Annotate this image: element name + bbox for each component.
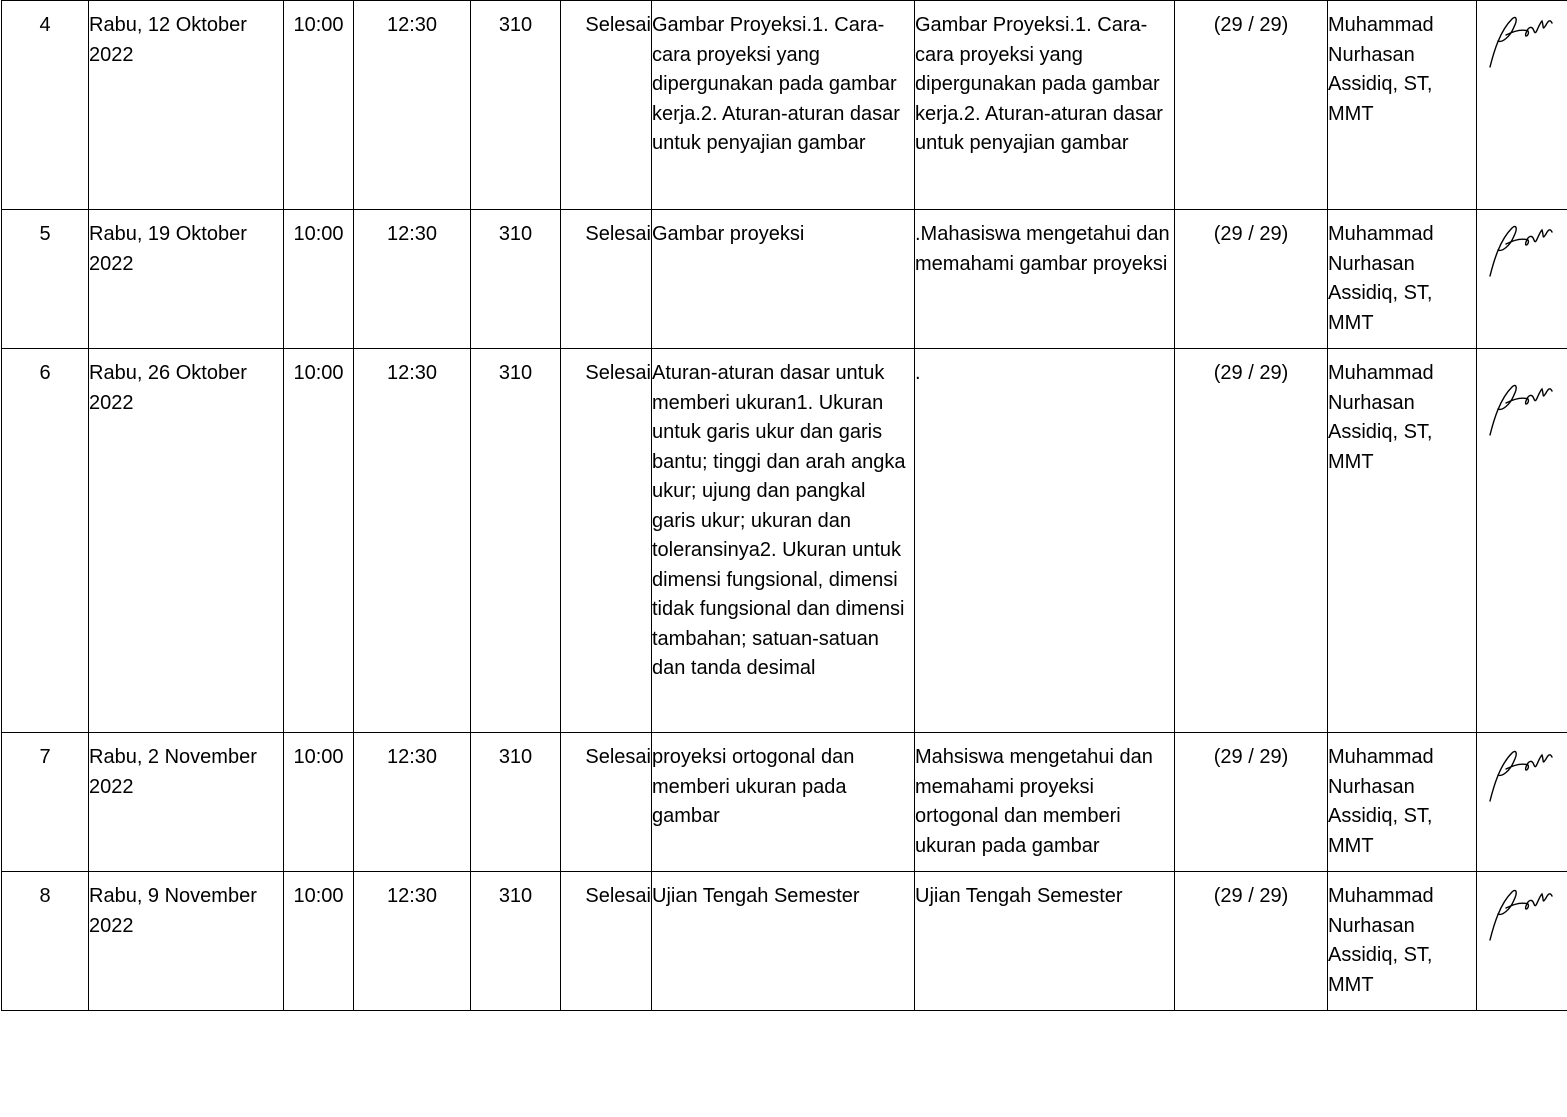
lecture-journal-table: [1, 0, 1567, 1011]
learning-outcome: .: [915, 349, 1175, 733]
attendance-count: (29 / 29): [1175, 733, 1328, 872]
learning-outcome: Mahsiswa mengetahui dan memahami proyeksi ortogonal dan memberi ukuran pada gambar: [915, 733, 1175, 872]
room-number: 310: [471, 733, 561, 872]
table-row: [2, 733, 1567, 872]
table-row: [2, 210, 1567, 349]
status-text: Selesai: [561, 733, 652, 872]
meeting-number: 4: [2, 1, 89, 210]
attendance-count: (29 / 29): [1175, 210, 1328, 349]
meeting-date: Rabu, 9 November 2022: [89, 872, 284, 1011]
lecture-topic: proyeksi ortogonal dan memberi ukuran pada gambar: [652, 733, 915, 872]
end-time: 12:30: [354, 1, 471, 210]
start-time: 10:00: [284, 210, 354, 349]
status-text: Selesai: [561, 872, 652, 1011]
table-row: [2, 872, 1567, 1011]
lecture-topic: Ujian Tengah Semester: [652, 872, 915, 1011]
lecturer-name: Muhammad Nurhasan Assidiq, ST, MMT: [1328, 872, 1477, 1011]
attendance-count: (29 / 29): [1175, 349, 1328, 733]
attendance-count: (29 / 29): [1175, 1, 1328, 210]
signature-icon: [1477, 1, 1567, 210]
meeting-date: Rabu, 26 Oktober 2022: [89, 349, 284, 733]
meeting-number: 6: [2, 349, 89, 733]
room-number: 310: [471, 1, 561, 210]
learning-outcome: Gambar Proyeksi.1. Cara-cara proyeksi yang dipergunakan pada gambar kerja.2. Aturan-aturan dasar untuk penyajian gambar: [915, 1, 1175, 210]
meeting-date: Rabu, 12 Oktober 2022: [89, 1, 284, 210]
meeting-number: 5: [2, 210, 89, 349]
end-time: 12:30: [354, 733, 471, 872]
meeting-number: 8: [2, 872, 89, 1011]
learning-outcome: .Mahasiswa mengetahui dan memahami gambar proyeksi: [915, 210, 1175, 349]
room-number: 310: [471, 872, 561, 1011]
signature-icon: [1477, 733, 1567, 872]
meeting-date: Rabu, 19 Oktober 2022: [89, 210, 284, 349]
end-time: 12:30: [354, 210, 471, 349]
start-time: 10:00: [284, 1, 354, 210]
lecturer-name: Muhammad Nurhasan Assidiq, ST, MMT: [1328, 210, 1477, 349]
attendance-count: (29 / 29): [1175, 872, 1328, 1011]
lecturer-name: Muhammad Nurhasan Assidiq, ST, MMT: [1328, 349, 1477, 733]
status-text: Selesai: [561, 1, 652, 210]
lecture-topic: Aturan-aturan dasar untuk memberi ukuran1. Ukuran untuk garis ukur dan garis bantu; tinggi dan arah angka ukur; ujung dan pangkal garis ukur; ukuran dan toleransinya2. Ukuran untuk dimensi fungsional, dimensi tidak fungsional dan dimensi tambahan; satuan-satuan dan tanda desimal: [652, 349, 915, 733]
status-text: Selesai: [561, 349, 652, 733]
end-time: 12:30: [354, 872, 471, 1011]
room-number: 310: [471, 210, 561, 349]
lecture-topic: Gambar proyeksi: [652, 210, 915, 349]
signature-icon: [1477, 872, 1567, 1011]
meeting-date: Rabu, 2 November 2022: [89, 733, 284, 872]
end-time: 12:30: [354, 349, 471, 733]
table-row: [2, 349, 1567, 733]
lecturer-name: Muhammad Nurhasan Assidiq, ST, MMT: [1328, 733, 1477, 872]
start-time: 10:00: [284, 733, 354, 872]
lecturer-name: Muhammad Nurhasan Assidiq, ST, MMT: [1328, 1, 1477, 210]
start-time: 10:00: [284, 872, 354, 1011]
signature-icon: [1477, 210, 1567, 349]
status-text: Selesai: [561, 210, 652, 349]
signature-icon: [1477, 349, 1567, 733]
table-row: [2, 1, 1567, 210]
start-time: 10:00: [284, 349, 354, 733]
lecture-topic: Gambar Proyeksi.1. Cara-cara proyeksi yang dipergunakan pada gambar kerja.2. Aturan-aturan dasar untuk penyajian gambar: [652, 1, 915, 210]
room-number: 310: [471, 349, 561, 733]
learning-outcome: Ujian Tengah Semester: [915, 872, 1175, 1011]
meeting-number: 7: [2, 733, 89, 872]
